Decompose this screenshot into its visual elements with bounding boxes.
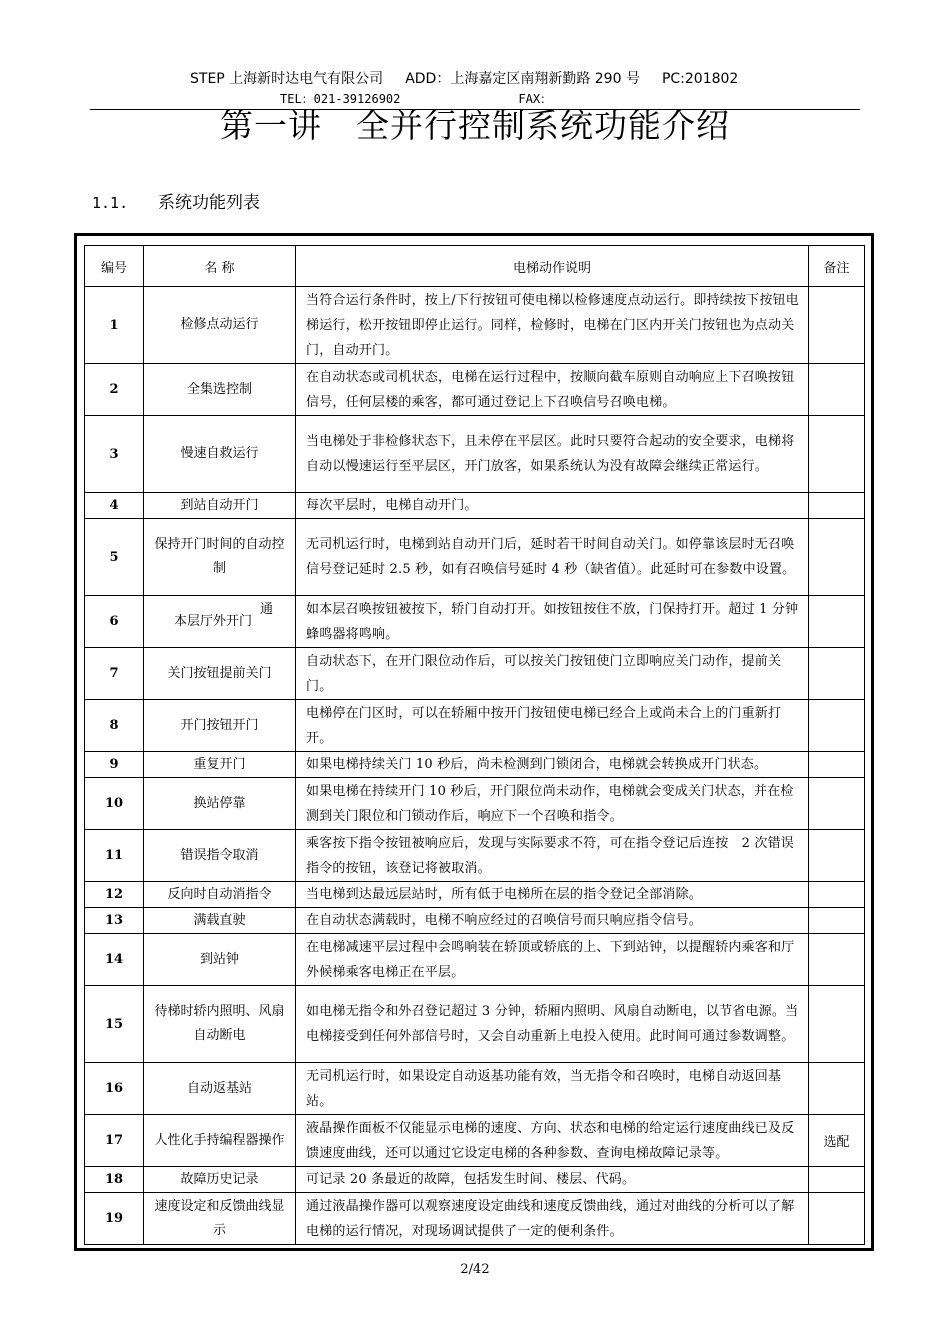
row-remark bbox=[809, 1193, 865, 1245]
section-number: 1.1. bbox=[92, 194, 129, 212]
header-number: 编号 bbox=[85, 246, 144, 287]
row-name: 满载直驶 bbox=[144, 908, 296, 934]
table-row bbox=[85, 752, 865, 778]
row-number: 6 bbox=[85, 596, 144, 648]
row-description: 通过液晶操作器可以观察速度设定曲线和速度反馈曲线，通过对曲线的分析可以了解电梯的运行情况，对现场调试提供了一定的便利条件。 bbox=[296, 1193, 809, 1245]
row-remark bbox=[809, 986, 865, 1063]
page-header bbox=[190, 68, 850, 88]
row-remark bbox=[809, 752, 865, 778]
table-row bbox=[85, 1115, 865, 1167]
row-number: 1 bbox=[85, 287, 144, 364]
row-name: 自动返基站 bbox=[144, 1063, 296, 1115]
page-title: 第一讲 全并行控制系统功能介绍 bbox=[220, 106, 730, 145]
row-name: 慢速自救运行 bbox=[144, 416, 296, 493]
row-description: 当电梯处于非检修状态下，且未停在平层区。此时只要符合起动的安全要求，电梯将自动以慢速运行至平层区，开门放客，如果系统认为没有故障会继续正常运行。 bbox=[296, 416, 809, 493]
table-row bbox=[85, 882, 865, 908]
row-name: 待梯时轿内照明、风扇自动断电 bbox=[144, 986, 296, 1063]
row-description: 在自动状态或司机状态，电梯在运行过程中，按顺向截车原则自动响应上下召唤按钮信号，任何层楼的乘客，都可通过登记上下召唤信号召唤电梯。 bbox=[296, 364, 809, 416]
row-number: 15 bbox=[85, 986, 144, 1063]
table-row bbox=[85, 1193, 865, 1245]
row-name: 故障历史记录 bbox=[144, 1167, 296, 1193]
row-number: 17 bbox=[85, 1115, 144, 1167]
table-row bbox=[85, 830, 865, 882]
row-remark bbox=[809, 700, 865, 752]
company-address: ADD：上海嘉定区南翔新勤路 290 号 bbox=[405, 71, 640, 87]
row-name: 检修点动运行 bbox=[144, 287, 296, 364]
row-remark bbox=[809, 934, 865, 986]
row-description: 每次平层时，电梯自动开门。 bbox=[296, 493, 809, 519]
row-remark bbox=[809, 364, 865, 416]
row-name-note: 通 bbox=[260, 601, 274, 617]
section-title: 系统功能列表 bbox=[158, 193, 260, 213]
row-description: 液晶操作面板不仅能显示电梯的速度、方向、状态和电梯的给定运行速度曲线已及反馈速度曲线，还可以通过它设定电梯的各种参数、查询电梯故障记录等。 bbox=[296, 1115, 809, 1167]
table-row bbox=[85, 287, 865, 364]
row-remark bbox=[809, 778, 865, 830]
row-remark bbox=[809, 493, 865, 519]
row-number: 3 bbox=[85, 416, 144, 493]
table-row bbox=[85, 493, 865, 519]
row-name: 到站自动开门 bbox=[144, 493, 296, 519]
row-remark bbox=[809, 287, 865, 364]
table-row bbox=[85, 416, 865, 493]
row-number: 10 bbox=[85, 778, 144, 830]
table-row bbox=[85, 519, 865, 596]
row-number: 18 bbox=[85, 1167, 144, 1193]
table-header-row bbox=[85, 246, 865, 287]
row-name: 速度设定和反馈曲线显示 bbox=[144, 1193, 296, 1245]
row-description: 乘客按下指令按钮被响应后，发现与实际要求不符，可在指令登记后连按 2 次错误指令的按钮，该登记将被取消。 bbox=[296, 830, 809, 882]
row-name: 反向时自动消指令 bbox=[144, 882, 296, 908]
telephone: TEL：021-39126902 bbox=[280, 92, 401, 106]
row-remark bbox=[809, 908, 865, 934]
row-number: 11 bbox=[85, 830, 144, 882]
row-remark bbox=[809, 648, 865, 700]
row-description: 在电梯减速平层过程中会鸣响装在轿顶或轿底的上、下到站钟，以提醒轿内乘客和厅外候梯乘客电梯正在平层。 bbox=[296, 934, 809, 986]
row-description: 当符合运行条件时，按上/下行按钮可使电梯以检修速度点动运行。即持续按下按钮电梯运行，松开按钮即停止运行。同样，检修时，电梯在门区内开关门按钮也为点动关门，自动开门。 bbox=[296, 287, 809, 364]
postcode: PC:201802 bbox=[661, 71, 739, 87]
row-name: 全集选控制 bbox=[144, 364, 296, 416]
section-heading bbox=[92, 188, 260, 213]
row-name: 错误指令取消 bbox=[144, 830, 296, 882]
header-description: 电梯动作说明 bbox=[296, 246, 809, 287]
table-row bbox=[85, 364, 865, 416]
row-description: 如电梯无指令和外召登记超过 3 分钟，轿厢内照明、风扇自动断电，以节省电源。当电梯接受到任何外部信号时，又会自动重新上电投入使用。此时间可通过参数调整。 bbox=[296, 986, 809, 1063]
header-name: 名 称 bbox=[144, 246, 296, 287]
row-remark bbox=[809, 416, 865, 493]
row-number: 8 bbox=[85, 700, 144, 752]
row-name: 到站钟 bbox=[144, 934, 296, 986]
header-remark: 备注 bbox=[809, 246, 865, 287]
row-number: 19 bbox=[85, 1193, 144, 1245]
row-remark bbox=[809, 519, 865, 596]
row-number: 4 bbox=[85, 493, 144, 519]
row-number: 9 bbox=[85, 752, 144, 778]
row-description: 可记录 20 条最近的故障，包括发生时间、楼层、代码。 bbox=[296, 1167, 809, 1193]
table-row bbox=[85, 934, 865, 986]
row-name: 开门按钮开门 bbox=[144, 700, 296, 752]
row-remark bbox=[809, 596, 865, 648]
row-description: 如果电梯持续关门 10 秒后，尚未检测到门锁闭合，电梯就会转换成开门状态。 bbox=[296, 752, 809, 778]
table-row bbox=[85, 648, 865, 700]
row-name: 重复开门 bbox=[144, 752, 296, 778]
row-remark: 选配 bbox=[809, 1115, 865, 1167]
row-description: 如果电梯在持续开门 10 秒后，开门限位尚未动作，电梯就会变成关门状态，并在检测到关门限位和门锁动作后，响应下一个召唤和指令。 bbox=[296, 778, 809, 830]
row-name: 保持开门时间的自动控制 bbox=[144, 519, 296, 596]
table-row bbox=[85, 596, 865, 648]
table-row bbox=[85, 1063, 865, 1115]
row-description: 电梯停在门区时，可以在轿厢中按开门按钮使电梯已经合上或尚未合上的门重新打开。 bbox=[296, 700, 809, 752]
row-description: 当电梯到达最远层站时，所有低于电梯所在层的指令登记全部消除。 bbox=[296, 882, 809, 908]
table-row bbox=[85, 778, 865, 830]
row-description: 无司机运行时，如果设定自动返基功能有效，当无指令和召唤时，电梯自动返回基站。 bbox=[296, 1063, 809, 1115]
row-description: 无司机运行时，电梯到站自动开门后，延时若干时间自动关门。如停靠该层时无召唤信号登记延时 2.5 秒，如有召唤信号延时 4 秒（缺省值）。此延时可在参数中设置。 bbox=[296, 519, 809, 596]
company-name: STEP 上海新时达电气有限公司 bbox=[190, 71, 384, 87]
row-name: 换站停靠 bbox=[144, 778, 296, 830]
row-name: 本层厅外开门 bbox=[173, 613, 252, 629]
table-row bbox=[85, 700, 865, 752]
row-number: 7 bbox=[85, 648, 144, 700]
row-number: 14 bbox=[85, 934, 144, 986]
row-remark bbox=[809, 1167, 865, 1193]
row-remark bbox=[809, 1063, 865, 1115]
row-number: 5 bbox=[85, 519, 144, 596]
row-name: 人性化手持编程器操作 bbox=[144, 1115, 296, 1167]
row-description: 自动状态下，在开门限位动作后，可以按关门按钮使门立即响应关门动作，提前关门。 bbox=[296, 648, 809, 700]
fax: FAX： bbox=[518, 92, 553, 106]
table-row bbox=[85, 986, 865, 1063]
table-row bbox=[85, 908, 865, 934]
row-number: 16 bbox=[85, 1063, 144, 1115]
page-number: 2/42 bbox=[460, 1262, 490, 1277]
row-description: 如本层召唤按钮被按下，轿门自动打开。如按钮按住不放，门保持打开。超过 1 分钟蜂鸣器将鸣响。 bbox=[296, 596, 809, 648]
row-description: 在自动状态满载时，电梯不响应经过的召唤信号而只响应指令信号。 bbox=[296, 908, 809, 934]
row-name-cell bbox=[144, 596, 296, 648]
row-remark bbox=[809, 882, 865, 908]
row-number: 12 bbox=[85, 882, 144, 908]
table-row bbox=[85, 1167, 865, 1193]
row-name: 关门按钮提前关门 bbox=[144, 648, 296, 700]
row-number: 2 bbox=[85, 364, 144, 416]
row-number: 13 bbox=[85, 908, 144, 934]
function-table bbox=[84, 245, 865, 1245]
row-remark bbox=[809, 830, 865, 882]
